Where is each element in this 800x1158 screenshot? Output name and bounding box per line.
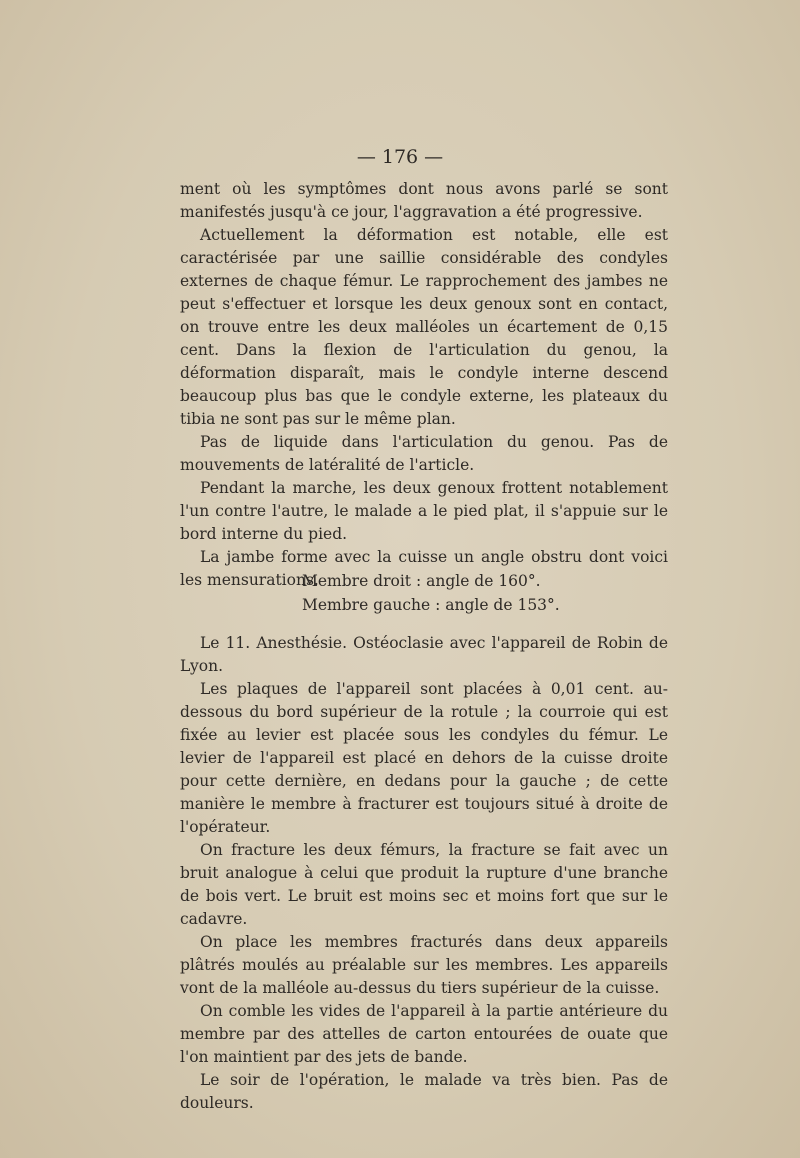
page-number-header: — 176 — — [356, 146, 444, 168]
paragraph: ment où les symptômes dont nous avons parlé se sont manifestés jusqu'à ce jour, l'aggravation a été progressive. — [180, 180, 668, 221]
paragraph: On comble les vides de l'appareil à la partie antérieure du membre par des attelles de carton entourées de ouate que l'on maintient par des jets de bande. — [180, 1002, 668, 1066]
paragraph-2-block — [180, 632, 668, 1115]
measurement-left: Membre gauche : angle de 153°. — [302, 596, 560, 614]
paragraph: Actuellement la déformation est notable, elle est caractérisée par une saillie considérable des condyles externes de chaque fémur. Le rapprochement des jambes ne peut s'effectuer et lorsque les deux genoux sont en contact, on trouve entre les deux malléoles un écartement de 0,15 cent. Dans la flexion de l'articulation du genou, la déformation disparaît, mais le condyle interne descend beaucoup plus bas que le condyle externe, les plateaux du tibia ne sont pas sur le même plan. — [180, 226, 668, 428]
measurement-right: Membre droit : angle de 160°. — [302, 572, 541, 590]
paragraph: Les plaques de l'appareil sont placées à 0,01 cent. au-dessous du bord supérieur de la rotule ; la courroie qui est fixée au levier est placée sous les condyles du fémur. Le levier de l'appareil est placé en dehors de la cuisse droite pour cette dernière, en dedans pour la gauche ; de cette manière le membre à fracturer est toujours situé à droite de l'opérateur. — [180, 680, 668, 836]
paragraph: Pendant la marche, les deux genoux frottent notablement l'un contre l'autre, le malade a le pied plat, il s'appuie sur le bord interne du pied. — [180, 479, 668, 543]
paragraph: Le soir de l'opération, le malade va très bien. Pas de douleurs. — [180, 1071, 668, 1112]
paragraph-1-block — [180, 178, 668, 592]
paragraph: On fracture les deux fémurs, la fracture se fait avec un bruit analogue à celui que produit la rupture d'une branche de bois vert. Le bruit est moins sec et moins fort que sur le cadavre. — [180, 841, 668, 928]
paragraph: On place les membres fracturés dans deux appareils plâtrés moulés au préalable sur les membres. Les appareils vont de la malléole au-dessus du tiers supérieur de la cuisse. — [180, 933, 668, 997]
paragraph: Le 11. Anesthésie. Ostéoclasie avec l'appareil de Robin de Lyon. — [180, 634, 668, 675]
paragraph: Pas de liquide dans l'articulation du genou. Pas de mouvements de latéralité de l'article. — [180, 433, 668, 474]
paragraph: La jambe forme avec la cuisse un angle obstru dont voici les mensurations. — [180, 548, 668, 589]
